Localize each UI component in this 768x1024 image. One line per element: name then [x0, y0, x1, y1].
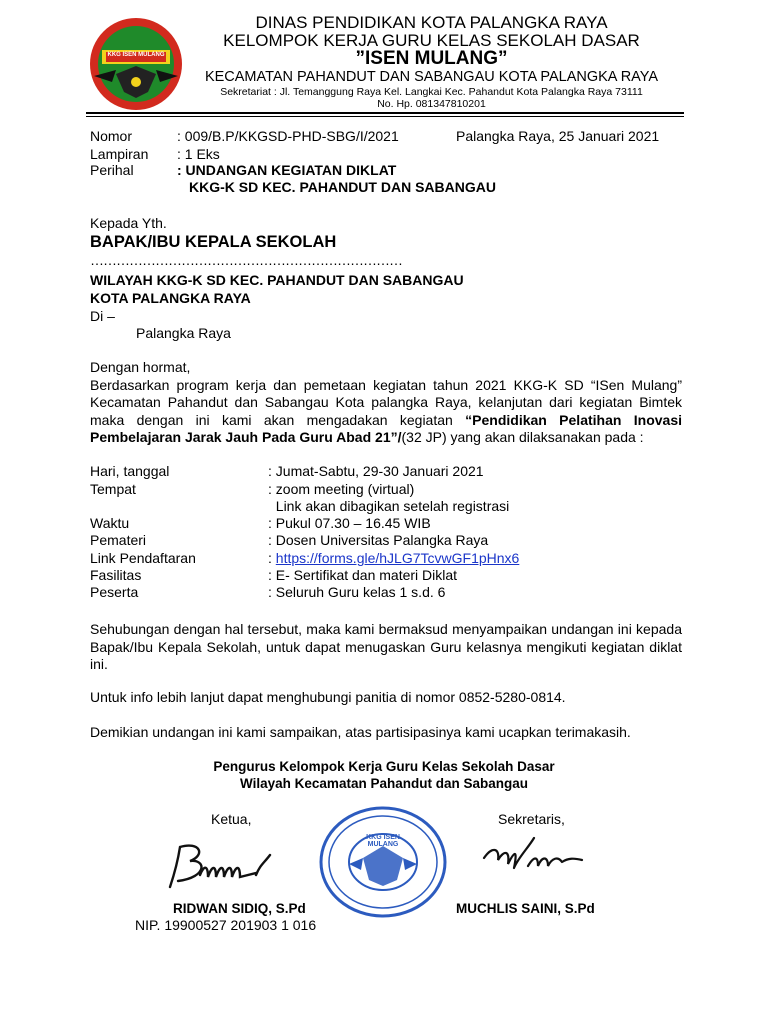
- ketua-nip: NIP. 19900527 201903 1 016: [135, 917, 317, 933]
- detail-label: Pemateri: [90, 532, 147, 548]
- sekretaris-signature: [478, 828, 588, 888]
- recipient-wilayah: WILAYAH KKG-K SD KEC. PAHANDUT DAN SABANGAU: [90, 272, 464, 288]
- signature-icon: [478, 828, 588, 888]
- detail-value: : E- Sertifikat dan materi Diklat: [268, 567, 458, 583]
- detail-value: Link akan dibagikan setelah registrasi: [268, 498, 510, 514]
- sekretaris-title: Sekretaris,: [498, 811, 565, 827]
- perihal-label: Perihal: [90, 162, 134, 178]
- detail-label: Hari, tanggal: [90, 463, 170, 479]
- letterhead-divider-thin: [86, 116, 684, 117]
- paragraph-closing: Demikian undangan ini kami sampaikan, atas partisipasinya kami ucapkan terimakasih.: [90, 724, 631, 740]
- letterhead-line3: ”ISEN MULANG”: [355, 48, 508, 69]
- nomor-label: Nomor: [90, 128, 133, 144]
- detail-prefix: :: [268, 550, 276, 566]
- detail-value: : Seluruh Guru kelas 1 s.d. 6: [268, 584, 446, 600]
- perihal-value-line2: KKG-K SD KEC. PAHANDUT DAN SABANGAU: [189, 179, 496, 195]
- letterhead-divider: [86, 112, 684, 114]
- stamp-icon: [319, 806, 447, 918]
- intro-tail: (32 JP) yang akan dilaksanakan pada :: [401, 428, 644, 445]
- ketua-signature: [160, 835, 280, 895]
- detail-value: : zoom meeting (virtual): [268, 481, 415, 497]
- detail-label: Fasilitas: [90, 567, 142, 583]
- salutation: Dengan hormat,: [90, 359, 191, 375]
- letter-date: Palangka Raya, 25 Januari 2021: [456, 128, 660, 144]
- ketua-name: RIDWAN SIDIQ, S.Pd: [173, 901, 306, 916]
- signature-icon: [160, 835, 280, 895]
- perihal-value: : UNDANGAN KEGIATAN DIKLAT: [177, 162, 397, 178]
- letterhead-phone: No. Hp. 081347810201: [377, 98, 486, 110]
- org-signature-line1: Pengurus Kelompok Kerja Guru Kelas Sekolah Dasar: [213, 759, 555, 774]
- letterhead-line4: KECAMATAN PAHANDUT DAN SABANGAU KOTA PALANGKA RAYA: [204, 69, 659, 85]
- letterhead-line2: KELOMPOK KERJA GURU KELAS SEKOLAH DASAR: [223, 31, 640, 50]
- sekretaris-name: MUCHLIS SAINI, S.Pd: [456, 901, 595, 916]
- lampiran-value: : 1 Eks: [177, 146, 220, 162]
- letterhead-address: Sekretariat : Jl. Temanggung Raya Kel. Langkai Kec. Pahandut Kota Palangka Raya 73111: [220, 86, 643, 98]
- letterhead-line1: DINAS PENDIDIKAN KOTA PALANGKA RAYA: [255, 13, 608, 32]
- event-title: “Pendidikan Pelatihan Inovasi Pembelajaran Jarak Jauh Pada Guru Abad 21”/: [90, 411, 683, 445]
- stamp-center-text: KKG ISEN MULANG: [366, 834, 400, 848]
- detail-label: Waktu: [90, 515, 130, 531]
- paragraph-contact: Untuk info lebih lanjut dapat menghubungi panitia di nomor 0852-5280-0814.: [90, 689, 566, 705]
- detail-value: : Dosen Universitas Palangka Raya: [268, 532, 489, 548]
- nomor-value: : 009/B.P/KKGSD-PHD-SBG/I/2021: [177, 128, 399, 144]
- recipient-name: BAPAK/IBU KEPALA SEKOLAH: [90, 233, 337, 251]
- ketua-title: Ketua,: [211, 811, 252, 827]
- recipient-di: Di –: [90, 308, 115, 324]
- lampiran-label: Lampiran: [90, 146, 149, 162]
- detail-value: : Jumat-Sabtu, 29-30 Januari 2021: [268, 463, 484, 479]
- organization-stamp: [319, 806, 447, 918]
- kepada-yth: Kepada Yth.: [90, 215, 167, 231]
- recipient-place: Palangka Raya: [136, 325, 231, 341]
- paragraph-intro: [90, 377, 682, 446]
- paragraph-request: Sehubungan dengan hal tersebut, maka kami bermaksud menyampaikan undangan ini kepada Bapak/Ibu Kepala Sekolah, untuk dapat menugaskan Guru kelasnya mengikuti kegiatan diklat ini.: [90, 621, 682, 672]
- logo-center-text: KKG ISEN MULANG: [107, 52, 165, 58]
- intro-text: Berdasarkan program kerja dan pemetaan kegiatan tahun 2021 KKG-K SD “ISen Mulang” Kecamatan Pahandut dan Sabangau Kota palangka Raya, kelanjutan dari kegiatan Bimtek maka dengan ini kami akan mengadakan kegiatan: [90, 377, 682, 428]
- org-signature-line2: Wilayah Kecamatan Pahandut dan Sabangau: [240, 776, 528, 791]
- recipient-dots: ………………………………………………………………: [90, 252, 402, 268]
- detail-value: : Pukul 07.30 – 16.45 WIB: [268, 515, 431, 531]
- detail-label: Peserta: [90, 584, 139, 600]
- recipient-kota: KOTA PALANGKA RAYA: [90, 290, 251, 306]
- detail-value: [268, 550, 519, 566]
- detail-label: Link Pendaftaran: [90, 550, 196, 566]
- registration-link[interactable]: https://forms.gle/hJLG7TcvwGF1pHnx6: [275, 550, 520, 566]
- detail-label: Tempat: [90, 481, 136, 497]
